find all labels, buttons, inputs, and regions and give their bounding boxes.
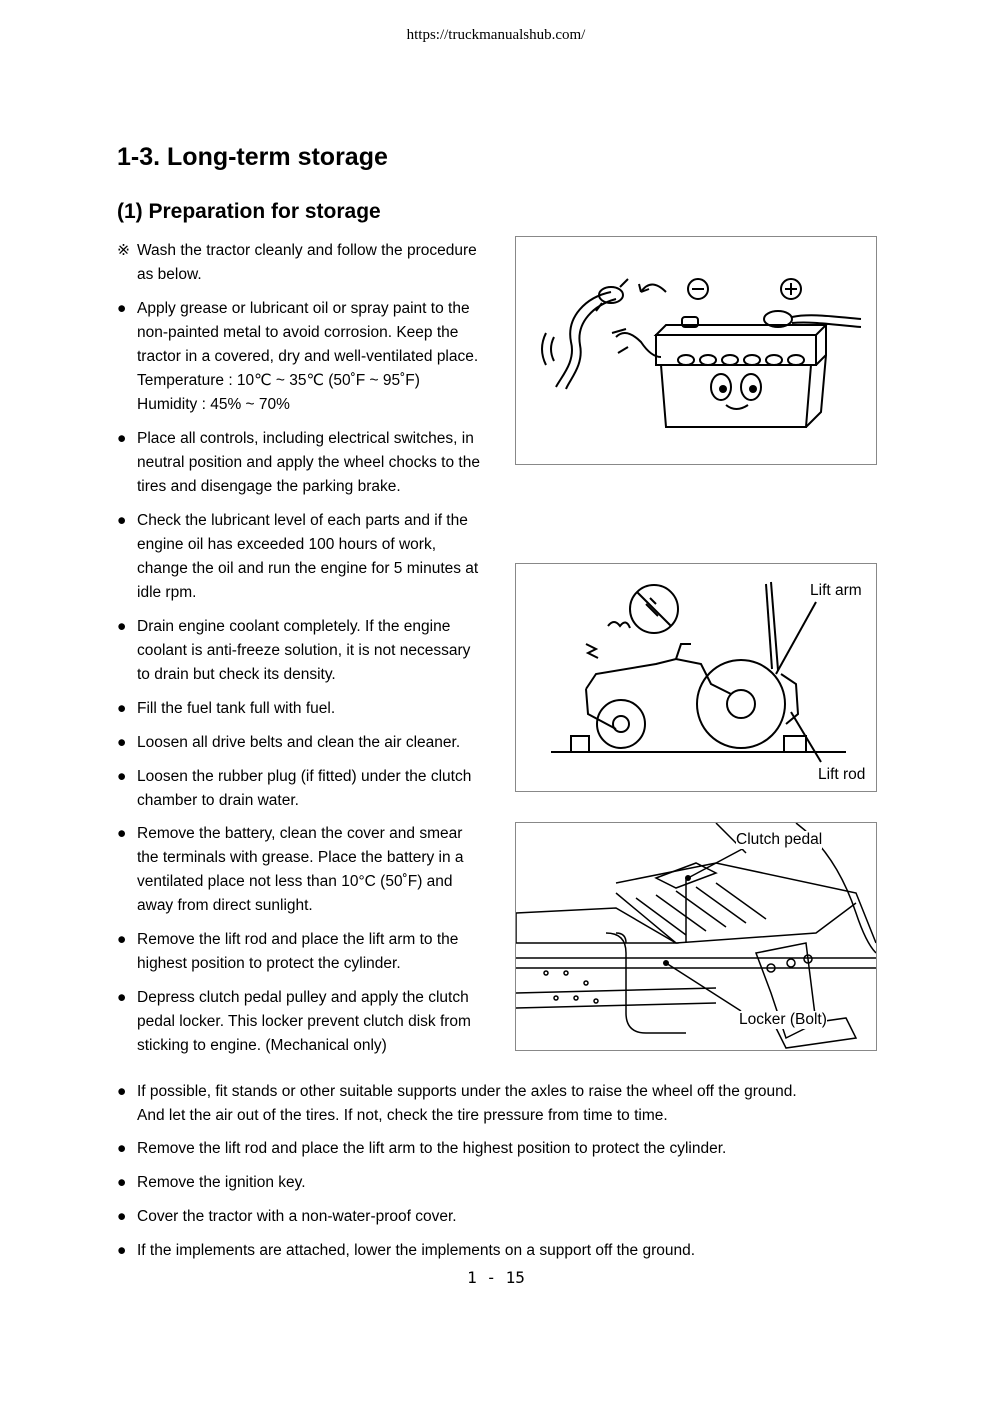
bullet-icon: ● xyxy=(117,1208,127,1225)
list-item-line: Check the lubricant level of each parts and if the xyxy=(137,512,468,529)
list-item-line: Depress clutch pedal pulley and apply the clutch xyxy=(137,989,469,1006)
list-item xyxy=(117,1205,457,1229)
page-number: 1 - 15 xyxy=(467,1268,525,1287)
list-item-line: tires and disengage the parking brake. xyxy=(137,478,401,495)
list-item-line: Remove the battery, clean the cover and smear xyxy=(137,825,463,842)
list-item xyxy=(117,1137,726,1161)
list-item xyxy=(117,427,480,499)
list-item-line: Apply grease or lubricant oil or spray paint to the xyxy=(137,300,470,317)
list-item-line: away from direct sunlight. xyxy=(137,897,313,914)
list-item-line: chamber to drain water. xyxy=(137,792,299,809)
bullet-icon: ● xyxy=(117,430,127,447)
clutch-pedal-label: Clutch pedal xyxy=(736,831,823,848)
list-item-line: idle rpm. xyxy=(137,584,197,601)
list-item xyxy=(117,1080,797,1128)
bullet-icon: ● xyxy=(117,1174,127,1191)
bullet-icon: ● xyxy=(117,512,127,529)
bullet-icon: ● xyxy=(117,825,127,842)
list-item xyxy=(117,765,471,813)
list-item-line: Remove the lift rod and place the lift arm to the xyxy=(137,931,459,948)
section-subtitle: (1) Preparation for storage xyxy=(117,200,381,223)
bullet-icon: ● xyxy=(117,1140,127,1157)
bullet-icon: ※ xyxy=(117,242,130,259)
list-item-line: tractor in a covered, dry and well-ventilated place. xyxy=(137,348,479,365)
list-item-line: Wash the tractor cleanly and follow the procedure xyxy=(137,242,477,259)
list-item-line: the terminals with grease. Place the battery in a xyxy=(137,849,464,866)
list-item-line: ventilated place not less than 10°C (50˚F) and xyxy=(137,873,453,890)
list-item xyxy=(117,1171,306,1195)
list-item xyxy=(117,1239,695,1263)
list-item-line: highest position to protect the cylinder. xyxy=(137,955,401,972)
list-item-line: Temperature : 10℃ ~ 35℃ (50˚F ~ 95˚F) xyxy=(137,372,420,389)
list-item-line: Remove the lift rod and place the lift arm to the highest position to protect the cylinder. xyxy=(137,1140,727,1157)
bullet-icon: ● xyxy=(117,300,127,317)
list-item xyxy=(117,615,470,687)
list-item-line: as below. xyxy=(137,266,202,283)
list-item xyxy=(117,697,335,721)
clutch-figure xyxy=(515,822,877,1051)
list-item-line: engine oil has exceeded 100 hours of work, xyxy=(137,536,437,553)
list-item xyxy=(117,297,478,417)
list-item xyxy=(117,822,464,918)
list-item xyxy=(117,986,471,1058)
bullet-icon: ● xyxy=(117,618,127,635)
bullet-icon: ● xyxy=(117,1083,127,1100)
locker-bolt-label: Locker (Bolt) xyxy=(739,1011,827,1028)
bullet-icon: ● xyxy=(117,768,127,785)
battery-illustration xyxy=(516,237,876,464)
tractor-figure xyxy=(515,563,877,792)
list-item-line: change the oil and run the engine for 5 minutes at xyxy=(137,560,479,577)
list-item xyxy=(117,731,460,755)
list-item-line: neutral position and apply the wheel chocks to the xyxy=(137,454,480,471)
bullet-icon: ● xyxy=(117,1242,127,1259)
list-item-line: Loosen all drive belts and clean the air cleaner. xyxy=(137,734,461,751)
list-item-line: And let the air out of the tires. If not, check the tire pressure from time to time. xyxy=(137,1107,668,1124)
list-item xyxy=(117,509,478,605)
bullet-icon: ● xyxy=(117,734,127,751)
list-item xyxy=(117,239,477,287)
list-item-line: Drain engine coolant completely. If the engine xyxy=(137,618,451,635)
list-item-line: Remove the ignition key. xyxy=(137,1174,306,1191)
bullet-icon: ● xyxy=(117,700,127,717)
header-url[interactable]: https://truckmanualshub.com/ xyxy=(406,27,586,43)
battery-figure xyxy=(515,236,877,465)
list-item-line: to drain but check its density. xyxy=(137,666,336,683)
list-item-line: Humidity : 45% ~ 70% xyxy=(137,396,290,413)
list-item-line: Place all controls, including electrical switches, in xyxy=(137,430,474,447)
bullet-icon: ● xyxy=(117,931,127,948)
list-item-line: pedal locker. This locker prevent clutch disk from xyxy=(137,1013,471,1030)
list-item-line: If the implements are attached, lower the implements on a support off the ground. xyxy=(137,1242,696,1259)
lift-rod-label: Lift rod xyxy=(818,766,866,783)
list-item xyxy=(117,928,458,976)
list-item-line: non-painted metal to avoid corrosion. Keep the xyxy=(137,324,459,341)
list-item-line: Fill the fuel tank full with fuel. xyxy=(137,700,336,717)
list-item-line: Cover the tractor with a non-water-proof cover. xyxy=(137,1208,457,1225)
bullet-icon: ● xyxy=(117,989,127,1006)
page-title: 1-3. Long-term storage xyxy=(117,143,388,171)
list-item-line: coolant is anti-freeze solution, it is not necessary xyxy=(137,642,471,659)
lift-arm-label: Lift arm xyxy=(810,582,862,599)
list-item-line: If possible, fit stands or other suitable supports under the axles to raise the wheel off the ground. xyxy=(137,1083,797,1100)
list-item-line: sticking to engine. (Mechanical only) xyxy=(137,1037,387,1054)
list-item-line: Loosen the rubber plug (if fitted) under the clutch xyxy=(137,768,472,785)
